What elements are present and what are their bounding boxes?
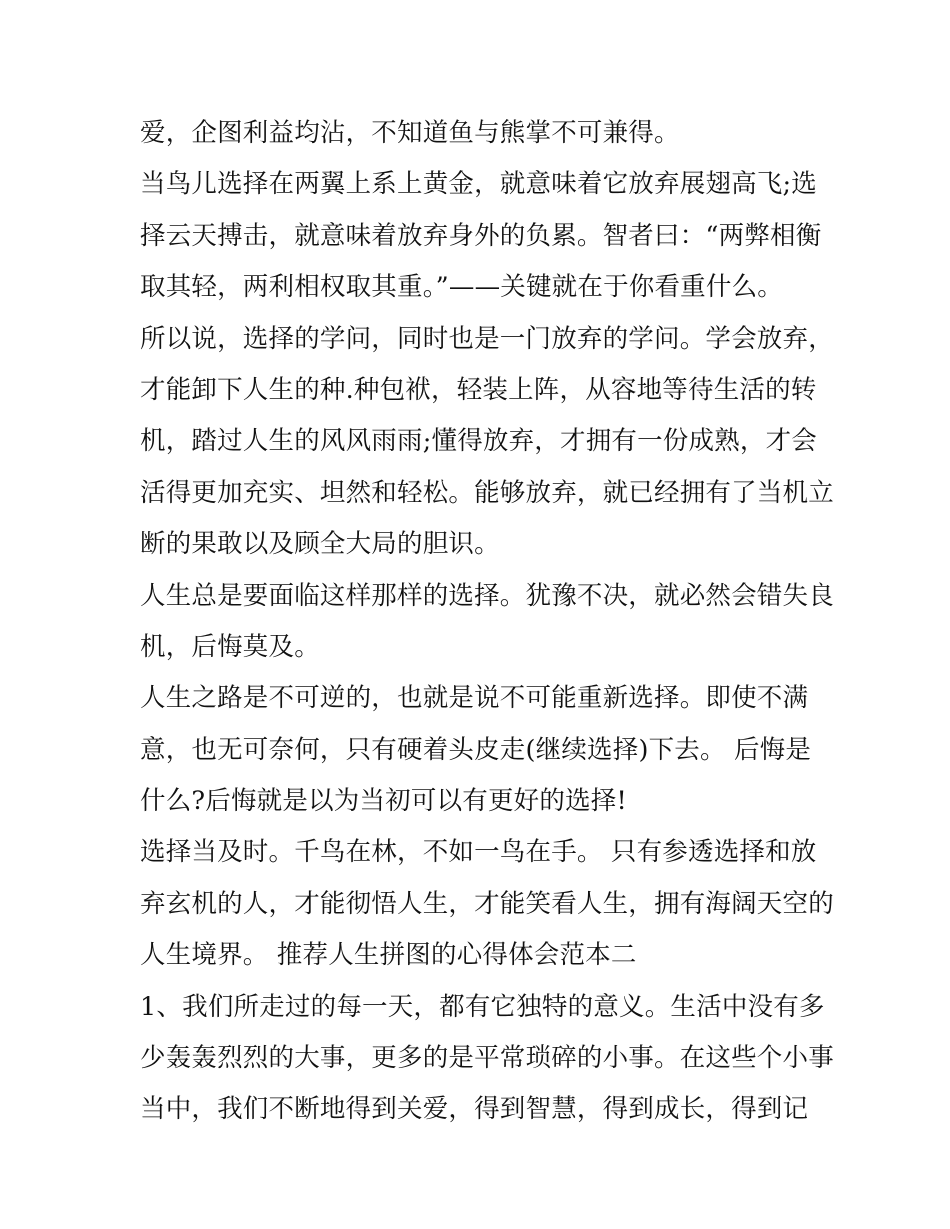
text-line: 机，踏过人生的风风雨雨;懂得放弃，才拥有一份成熟，才会 bbox=[140, 426, 817, 457]
text-line: 1、我们所走过的每一天，都有它独特的意义。生活中没有多 bbox=[140, 991, 825, 1022]
text-line: 人生总是要面临这样那样的选择。犹豫不决，就必然会错失良 bbox=[140, 580, 834, 611]
text-line: 机，后悔莫及。 bbox=[140, 631, 320, 662]
text-line: 少轰轰烈烈的大事，更多的是平常琐碎的小事。在这些个小事 bbox=[140, 1043, 834, 1074]
text-line: 什么?后悔就是以为当初可以有更好的选择! bbox=[140, 786, 627, 817]
text-line: 取其轻，两利相权取其重。”——关键就在于你看重什么。 bbox=[140, 272, 783, 303]
text-line: 意，也无可奈何，只有硬着头皮走(继续选择)下去。 后悔是 bbox=[140, 734, 812, 765]
text-line: 爱，企图利益均沾，不知道鱼与熊掌不可兼得。 bbox=[140, 118, 680, 148]
text-line: 人生之路是不可逆的，也就是说不可能重新选择。即使不满 bbox=[140, 683, 809, 714]
text-line: 才能卸下人生的种.种包袱，轻装上阵，从容地等待生活的转 bbox=[140, 374, 817, 405]
text-line: 断的果敢以及顾全大局的胆识。 bbox=[140, 529, 500, 560]
text-line: 弃玄机的人，才能彻悟人生，才能笑看人生，拥有海阔天空的 bbox=[140, 888, 834, 919]
text-line: 选择当及时。千鸟在林，不如一鸟在手。 只有参透选择和放 bbox=[140, 837, 817, 868]
text-line: 所以说，选择的学问，同时也是一门放弃的学问。学会放弃， bbox=[140, 323, 834, 354]
text-line: 人生境界。 推荐人生拼图的心得体会范本二 bbox=[140, 940, 637, 971]
body-text bbox=[140, 108, 834, 1136]
text-line: 当鸟儿选择在两翼上系上黄金，就意味着它放弃展翅高飞;选 bbox=[140, 169, 817, 200]
text-line: 择云天搏击，就意味着放弃身外的负累。智者曰：“两弊相衡 bbox=[140, 220, 822, 251]
text-line: 当中，我们不断地得到关爱，得到智慧，得到成长，得到记 bbox=[140, 1094, 809, 1125]
text-line: 活得更加充实、坦然和轻松。能够放弃，就已经拥有了当机立 bbox=[140, 477, 834, 508]
